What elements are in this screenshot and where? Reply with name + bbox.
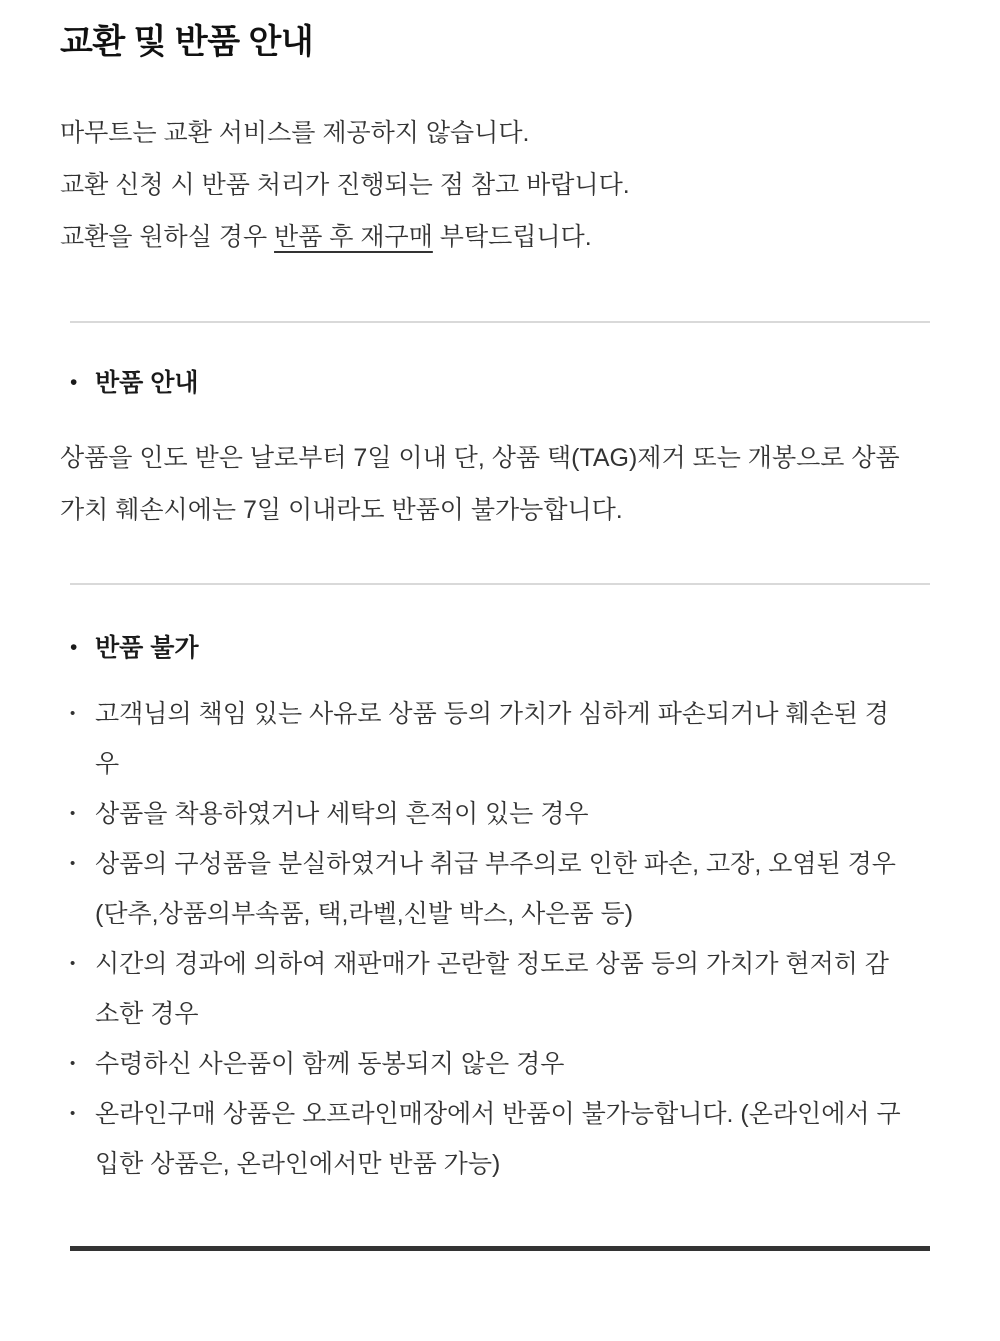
return-impossible-heading-label: 반품 불가	[95, 633, 199, 662]
bottom-rule-divider	[70, 1246, 930, 1251]
page-title: 교환 및 반품 안내	[60, 23, 314, 61]
list-item	[70, 1089, 930, 1189]
list-item-line: 입한 상품은, 온라인에서만 반품 가능)	[95, 1149, 501, 1178]
bullet-icon: •	[70, 1054, 76, 1072]
intro-line-3	[60, 211, 930, 263]
return-guide-line-2: 가치 훼손시에는 7일 이내라도 반품이 불가능합니다.	[60, 495, 623, 524]
list-item-text	[95, 789, 930, 839]
list-item	[70, 789, 930, 839]
section-divider-middle	[70, 583, 930, 585]
list-item-text	[95, 1089, 930, 1189]
list-item-line: 시간의 경과에 의하여 재판매가 곤란할 정도로 상품 등의 가치가 현저히 감	[95, 949, 889, 978]
intro-line-3-prefix: 교환을 원하실 경우	[60, 222, 275, 251]
list-item-line: 고객님의 책임 있는 사유로 상품 등의 가치가 심하게 파손되거나 훼손된 경	[95, 699, 889, 728]
return-guide-paragraph	[60, 432, 930, 536]
return-then-rebuy-emphasis: 반품 후 재구매	[274, 222, 433, 251]
list-item-line: 소한 경우	[95, 999, 199, 1028]
intro-line-2: 교환 신청 시 반품 처리가 진행되는 점 참고 바랍니다.	[60, 170, 630, 199]
return-guide-line-1: 상품을 인도 받은 날로부터 7일 이내 단, 상품 택(TAG)제거 또는 개봉으로 상품	[60, 443, 900, 472]
list-item	[70, 689, 930, 789]
bullet-icon: •	[70, 954, 76, 972]
list-item-text	[95, 939, 930, 1039]
intro-line-3-suffix: 부탁드립니다.	[432, 222, 592, 251]
intro-line-1: 마무트는 교환 서비스를 제공하지 않습니다.	[60, 118, 530, 147]
list-item-text	[95, 689, 930, 789]
list-item	[70, 939, 930, 1039]
list-item-line: 상품의 구성품을 분실하였거나 취급 부주의로 인한 파손, 고장, 오염된 경우	[95, 849, 896, 878]
bullet-icon: •	[70, 804, 76, 822]
bullet-icon: •	[70, 704, 76, 722]
return-impossible-list	[70, 689, 930, 1189]
return-guide-heading-label: 반품 안내	[95, 368, 199, 397]
return-impossible-heading	[70, 633, 930, 663]
bullet-icon: •	[70, 1104, 76, 1122]
intro-paragraph	[60, 107, 930, 263]
list-item-line: 수령하신 사은품이 함께 동봉되지 않은 경우	[95, 1049, 565, 1078]
list-item-text	[95, 1039, 930, 1089]
list-item	[70, 839, 930, 939]
bullet-icon: •	[70, 854, 76, 872]
section-divider-top	[70, 321, 930, 323]
bullet-icon: •	[70, 370, 78, 394]
list-item-line: 온라인구매 상품은 오프라인매장에서 반품이 불가능합니다. (온라인에서 구	[95, 1099, 901, 1128]
list-item-line: (단추,상품의부속품, 택,라벨,신발 박스, 사은품 등)	[95, 899, 634, 928]
bullet-icon: •	[70, 635, 78, 659]
list-item-text	[95, 839, 930, 939]
return-guide-heading	[70, 368, 930, 398]
list-item-line: 상품을 착용하였거나 세탁의 흔적이 있는 경우	[95, 799, 589, 828]
list-item	[70, 1039, 930, 1089]
list-item-line: 우	[95, 749, 120, 778]
